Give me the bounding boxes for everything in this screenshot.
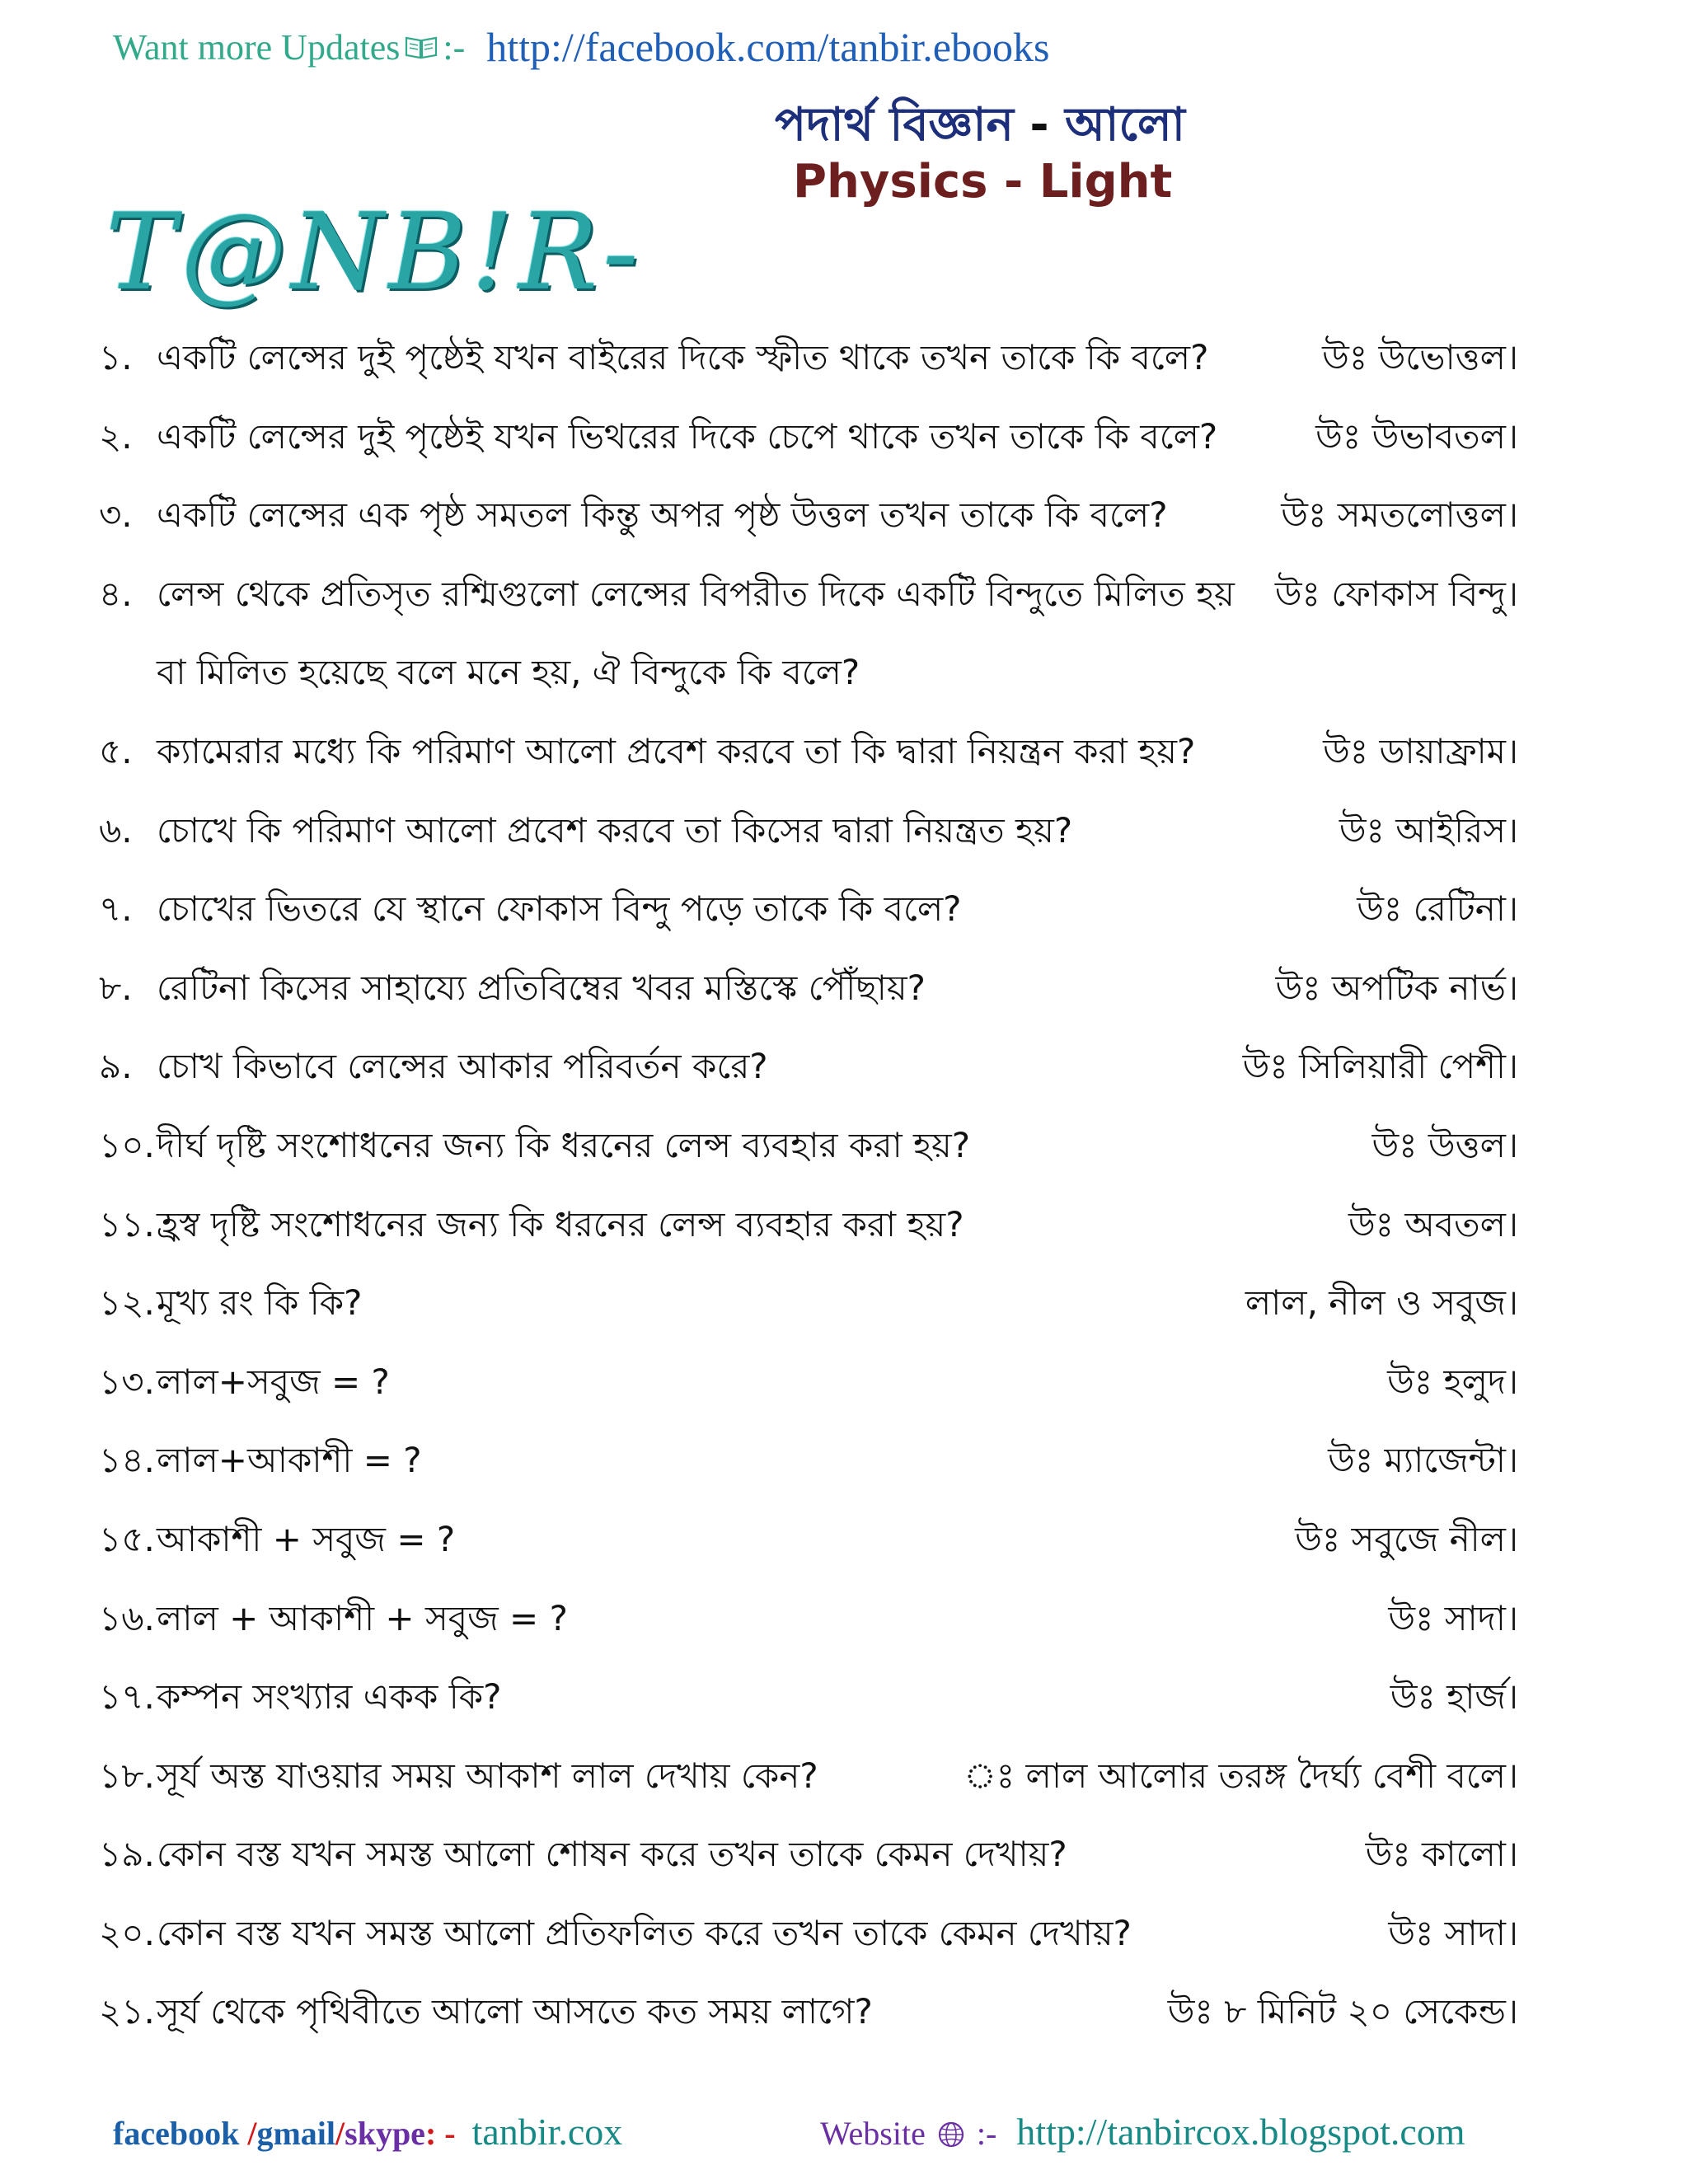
question-text: মূখ্য রং কি কি? <box>157 1282 363 1324</box>
question-number: ২১. <box>99 1991 155 2032</box>
question-text: চোখের ভিতরে যে স্থানে ফোকাস বিন্দু পড়ে তাকে কি বলে? <box>157 888 962 930</box>
title-subject: পদার্থ বিজ্ঞান <box>775 98 1014 152</box>
footer-facebook-label: facebook <box>113 2115 240 2152</box>
question-text: একটি লেন্সের এক পৃষ্ঠ সমতল কিন্তু অপর পৃষ্ঠ উত্তল তখন তাকে কি বলে? <box>157 494 1168 536</box>
question-number: ৮. <box>99 967 133 1008</box>
title-topic: আলো <box>1065 98 1185 152</box>
question-row <box>99 1736 1518 1816</box>
question-row <box>99 318 1518 397</box>
question-number: ১৫. <box>99 1518 155 1559</box>
website-separator: :- <box>976 2115 997 2152</box>
updates-text: Want more Updates <box>113 26 401 68</box>
question-number: ৭. <box>99 888 133 930</box>
answer-text: উঃ রেটিনা। <box>1357 888 1518 930</box>
answer-text: উঃ হলুদ। <box>1387 1361 1518 1402</box>
answer-text: উঃ সাদা। <box>1388 1912 1518 1953</box>
question-number: ৬. <box>99 809 133 851</box>
facebook-link[interactable]: http://facebook.com/tanbir.ebooks <box>486 24 1050 70</box>
question-number: ২০. <box>99 1912 155 1953</box>
brand-logo: T@NB!R- <box>106 191 644 314</box>
title-dash: - <box>1013 98 1066 152</box>
question-row <box>99 869 1518 949</box>
answer-text: উঃ সিলিয়ারী পেশী। <box>1242 1046 1518 1087</box>
question-number: ১০. <box>99 1124 155 1165</box>
question-row <box>99 1579 1518 1658</box>
question-row <box>99 1894 1518 1973</box>
question-number: ৪. <box>99 573 133 614</box>
answer-text: উঃ হার্জ। <box>1390 1676 1518 1718</box>
question-text: হ্রস্ব দৃষ্টি সংশোধনের জন্য কি ধরনের লেন্স ব্যবহার করা হয়? <box>157 1203 964 1244</box>
question-text: একটি লেন্সের দুই পৃষ্ঠেই যখন বাইরের দিকে স্ফীত থাকে তখন তাকে কি বলে? <box>157 337 1209 377</box>
answer-text: উঃ সমতলোত্তল। <box>1281 494 1518 536</box>
question-row <box>99 1657 1518 1736</box>
question-number: ২. <box>99 415 133 457</box>
website-label: Website <box>820 2115 926 2152</box>
answer-text: উঃ ডায়াফ্রাম। <box>1323 730 1518 771</box>
question-number: ১৩. <box>99 1361 155 1402</box>
question-row <box>99 476 1518 555</box>
website-link[interactable]: http://tanbircox.blogspot.com <box>1016 2111 1465 2153</box>
question-number: ৯. <box>99 1046 133 1087</box>
answer-text: উঃ অপটিক নার্ভ। <box>1275 967 1518 1008</box>
question-number: ১৭. <box>99 1676 155 1718</box>
answer-text: উঃ ম্যাজেন্টা। <box>1328 1440 1518 1481</box>
question-text: কম্পন সংখ্যার একক কি? <box>157 1676 502 1718</box>
question-row <box>99 1500 1518 1579</box>
question-text: সূর্য অস্ত যাওয়ার সময় আকাশ লাল দেখায় কেন? <box>157 1755 818 1796</box>
answer-text: উঃ উভোত্তল। <box>1322 337 1518 377</box>
globe-icon <box>937 2118 965 2146</box>
question-text: রেটিনা কিসের সাহায্যে প্রতিবিম্বের খবর মস্তিস্কে পৌঁছায়? <box>157 967 926 1008</box>
footer-gmail-label: gmail <box>256 2115 335 2152</box>
question-text: চোখ কিভাবে লেন্সের আকার পরিবর্তন করে? <box>157 1046 768 1087</box>
question-text: কোন বস্ত যখন সমস্ত আলো প্রতিফলিত করে তখন তাকে কেমন দেখায়? <box>157 1912 1132 1953</box>
question-text: লেন্স থেকে প্রতিসৃত রশ্মিগুলো লেন্সের বিপরীত দিকে একটি বিন্দুতে মিলিত হয় বা মিলিত হয়েছে বলে মনে হয়, ঐ বিন্দুকে কি বলে? <box>157 573 1235 693</box>
question-number: ১২. <box>99 1282 155 1324</box>
question-row <box>99 397 1518 476</box>
question-number: ১৬. <box>99 1597 155 1638</box>
question-text: লাল+আকাশী = ? <box>157 1440 422 1481</box>
question-text: সূর্য থেকে পৃথিবীতে আলো আসতে কত সময় লাগে? <box>157 1991 873 2032</box>
footer-website <box>820 2110 1465 2154</box>
answer-text: উঃ ফোকাস বিন্দু। <box>1274 573 1518 614</box>
question-row <box>99 1106 1518 1185</box>
question-number: ১৮. <box>99 1755 155 1796</box>
question-row <box>99 1185 1518 1264</box>
question-number: ৩. <box>99 494 133 536</box>
question-text: লাল + আকাশী + সবুজ = ? <box>157 1597 568 1638</box>
question-text: চোখে কি পরিমাণ আলো প্রবেশ করবে তা কিসের দ্বারা নিয়ন্ত্রত হয়? <box>157 809 1073 851</box>
answer-text: উঃ আইরিস। <box>1339 809 1518 851</box>
question-text: লাল+সবুজ = ? <box>157 1361 390 1402</box>
question-text: দীর্ঘ দৃষ্টি সংশোধনের জন্য কি ধরনের লেন্স ব্যবহার করা হয়? <box>157 1124 971 1165</box>
footer-contacts <box>113 2110 622 2154</box>
question-list <box>99 318 1518 2051</box>
question-row <box>99 712 1518 791</box>
updates-separator: :- <box>443 26 466 68</box>
question-text: ক্যামেরার মধ্যে কি পরিমাণ আলো প্রবেশ করবে তা কি দ্বারা নিয়ন্ত্রন করা হয়? <box>157 730 1196 771</box>
question-number: ১১. <box>99 1203 155 1244</box>
footer-slash: / <box>247 2115 257 2152</box>
question-number: ৫. <box>99 730 133 771</box>
question-text: একটি লেন্সের দুই পৃষ্ঠেই যখন ভিথরের দিকে চেপে থাকে তখন তাকে কি বলে? <box>157 415 1218 457</box>
question-row <box>99 1263 1518 1343</box>
question-row <box>99 791 1518 870</box>
answer-text: উঃ ৮ মিনিট ২০ সেকেন্ড। <box>1167 1991 1518 2032</box>
answer-text: উঃ কালো। <box>1365 1834 1518 1875</box>
question-row <box>99 1815 1518 1894</box>
question-row <box>99 1027 1518 1106</box>
answer-text: উঃ সাদা। <box>1388 1597 1518 1638</box>
question-number: ১. <box>99 337 133 377</box>
question-row <box>99 1343 1518 1422</box>
footer-skype-label: skype <box>345 2115 425 2152</box>
question-row <box>99 1421 1518 1500</box>
answer-text: লাল, নীল ও সবুজ। <box>1245 1282 1518 1324</box>
header-bar <box>113 18 1049 76</box>
question-row <box>99 949 1518 1028</box>
answer-text: উঃ উভাবতল। <box>1315 415 1518 457</box>
footer-slash: / <box>335 2115 345 2152</box>
footer-colon: : - <box>424 2115 456 2152</box>
footer-handle[interactable]: tanbir.cox <box>471 2111 623 2153</box>
question-row <box>99 555 1518 712</box>
page-title-english: Physics - Light <box>793 155 1173 209</box>
question-number: ১৪. <box>99 1440 155 1481</box>
answer-text: উঃ অবতল। <box>1348 1203 1518 1244</box>
question-text: আকাশী + সবুজ = ? <box>157 1518 456 1559</box>
question-text: কোন বস্ত যখন সমস্ত আলো শোষন করে তখন তাকে কেমন দেখায়? <box>157 1834 1067 1875</box>
question-number: ১৯. <box>99 1834 155 1875</box>
book-icon <box>405 35 438 59</box>
answer-text: ঃ লাল আলোর তরঙ্গ দৈর্ঘ্য বেশী বলে। <box>964 1755 1518 1796</box>
answer-text: উঃ উত্তল। <box>1372 1124 1518 1165</box>
question-row <box>99 1972 1518 2051</box>
answer-text: উঃ সবুজে নীল। <box>1295 1518 1518 1559</box>
